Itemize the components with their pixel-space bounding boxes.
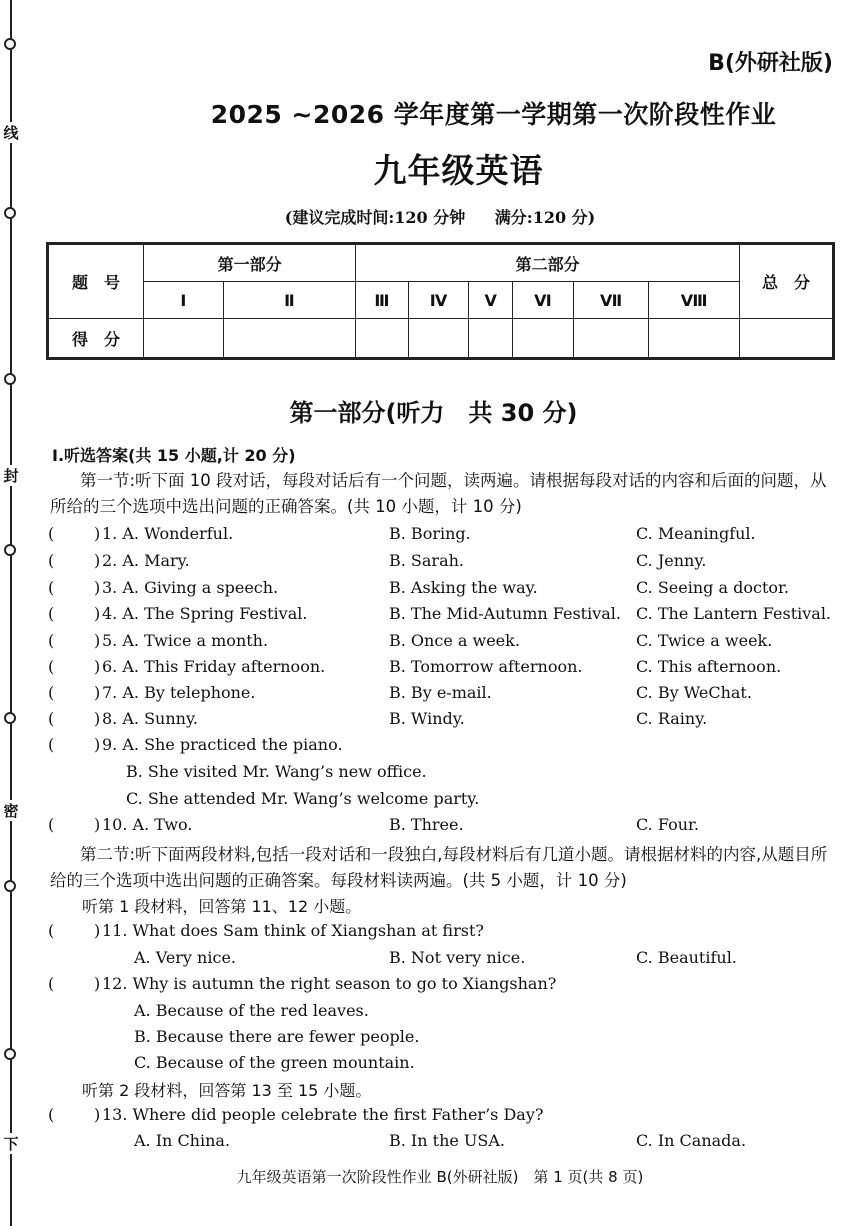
total-label: 总 分 xyxy=(740,244,834,319)
option-c: C. She attended Mr. Wang’s welcome party. xyxy=(126,789,480,808)
score-cell[interactable] xyxy=(223,319,355,359)
option-b: B. Boring. xyxy=(389,524,471,543)
numeral-cell: Ⅴ xyxy=(469,282,513,319)
edition-label: B(外研社版) xyxy=(708,51,833,76)
numeral-cell: Ⅵ xyxy=(513,282,574,319)
score-cell[interactable] xyxy=(573,319,649,359)
option-a: 2. A. Mary. xyxy=(102,551,190,570)
score-cell[interactable] xyxy=(649,319,740,359)
option-b: B. Asking the way. xyxy=(389,578,538,597)
part1-title: 第一部分(听力 共 30 分) xyxy=(289,399,578,427)
option-c: C. This afternoon. xyxy=(636,657,782,676)
binding-char-xia: 下 xyxy=(1,1133,21,1154)
option-c: C. Four. xyxy=(636,815,699,834)
numeral-cell: Ⅳ xyxy=(408,282,469,319)
option-a: 10. A. Two. xyxy=(102,815,193,834)
question-row: ( ) 10. A. Two. B. Three. C. Four. xyxy=(48,815,699,834)
section1-instructions: 第一节:听下面 10 段对话，每段对话后有一个问题，读两遍。请根据每段对话的内容和后面的问题，从所给的三个选项中选出问题的正确答案。(共 10 小题，计 10 分) xyxy=(50,471,827,516)
binding-circle xyxy=(4,38,16,50)
option-b: B. Sarah. xyxy=(389,551,465,570)
question-stem: 12. Why is autumn the right season to go to Xiangshan? xyxy=(102,974,557,993)
option-c: C. Jenny. xyxy=(636,551,707,570)
option-c: C. In Canada. xyxy=(636,1131,747,1150)
question-row: ( ) 3. A. Giving a speech. B. Asking the way. C. Seeing a doctor. xyxy=(48,578,789,597)
binding-circle xyxy=(4,880,16,892)
score-cell[interactable] xyxy=(144,319,224,359)
suggested-time: (建议完成时间:120 分钟 xyxy=(284,208,466,227)
option-b: B. Windy. xyxy=(389,709,465,728)
option-c: C. Meaningful. xyxy=(636,524,756,543)
question-row: ( ) 12. Why is autumn the right season to go to Xiangshan? xyxy=(48,974,557,993)
option-a: 3. A. Giving a speech. xyxy=(102,578,279,597)
option-a: 6. A. This Friday afternoon. xyxy=(102,657,326,676)
option-a: A. Very nice. xyxy=(134,948,236,967)
question-row: ( ) 9. A. She practiced the piano. xyxy=(48,735,343,754)
binding-circle xyxy=(4,1048,16,1060)
option-b: B. Three. xyxy=(389,815,464,834)
option-a: A. Because of the red leaves. xyxy=(134,1001,369,1020)
question-row: ( ) 1. A. Wonderful. B. Boring. C. Meaningful. xyxy=(48,524,756,543)
time-note xyxy=(0,205,867,228)
score-cell[interactable] xyxy=(469,319,513,359)
question-row: ( ) 11. What does Sam think of Xiangshan at first? xyxy=(48,921,484,940)
section2-instructions: 第二节:听下面两段材料,包括一段对话和一段独白,每段材料后有几道小题。请根据材料的内容,从题目所给的三个选项中选出问题的正确答案。每段材料读两遍。(共 5 小题，计 10 分) xyxy=(50,845,828,890)
material-1-lead: 听第 1 段材料，回答第 11、12 小题。 xyxy=(82,897,362,916)
option-c: C. The Lantern Festival. xyxy=(636,604,832,623)
numeral-cell: Ⅲ xyxy=(356,282,409,319)
material-2-lead: 听第 2 段材料，回答第 13 至 15 小题。 xyxy=(82,1081,372,1100)
question-number-label: 题 号 xyxy=(48,244,144,319)
option-b: B. Not very nice. xyxy=(389,948,526,967)
subject-title: 九年级英语 xyxy=(373,151,544,190)
binding-char-feng: 封 xyxy=(1,465,21,486)
option-c: C. Twice a week. xyxy=(636,631,773,650)
option-a: 8. A. Sunny. xyxy=(102,709,198,728)
option-a: 7. A. By telephone. xyxy=(102,683,256,702)
numeral-cell: Ⅱ xyxy=(223,282,355,319)
question-stem: 13. Where did people celebrate the first Father’s Day? xyxy=(102,1105,544,1124)
binding-char-xian: 线 xyxy=(1,122,21,143)
section1-heading: Ⅰ.听选答案(共 15 小题,计 20 分) xyxy=(52,446,296,465)
score-cell[interactable] xyxy=(408,319,469,359)
option-a: 4. A. The Spring Festival. xyxy=(102,604,308,623)
option-c: C. Seeing a doctor. xyxy=(636,578,789,597)
option-b: B. In the USA. xyxy=(389,1131,506,1150)
question-row: ( ) 7. A. By telephone. B. By e-mail. C. By WeChat. xyxy=(48,683,752,702)
score-cell[interactable] xyxy=(513,319,574,359)
numeral-cell: Ⅰ xyxy=(144,282,224,319)
option-c: C. By WeChat. xyxy=(636,683,752,702)
question-row: ( ) 5. A. Twice a month. B. Once a week. C. Twice a week. xyxy=(48,631,773,650)
question-row: ( ) 2. A. Mary. B. Sarah. C. Jenny. xyxy=(48,551,707,570)
option-a: 9. A. She practiced the piano. xyxy=(102,735,343,754)
numeral-cell: Ⅶ xyxy=(573,282,649,319)
full-score: 满分:120 分) xyxy=(494,208,596,227)
option-b: B. She visited Mr. Wang’s new office. xyxy=(126,762,427,781)
question-row: ( ) 8. A. Sunny. B. Windy. C. Rainy. xyxy=(48,709,708,728)
binding-circle xyxy=(4,373,16,385)
score-table xyxy=(46,242,835,360)
question-row: ( ) 4. A. The Spring Festival. B. The Mid-Autumn Festival. C. The Lantern Festival. xyxy=(48,604,832,623)
part2-header: 第二部分 xyxy=(356,244,740,282)
question-row: ( ) 13. Where did people celebrate the first Father’s Day? xyxy=(48,1105,544,1124)
option-b: B. Tomorrow afternoon. xyxy=(389,657,583,676)
score-cell[interactable] xyxy=(356,319,409,359)
numeral-cell: Ⅷ xyxy=(649,282,740,319)
option-c: C. Beautiful. xyxy=(636,948,737,967)
option-a: A. In China. xyxy=(134,1131,231,1150)
option-a: 1. A. Wonderful. xyxy=(102,524,234,543)
binding-char-mi: 密 xyxy=(1,800,21,821)
option-c: C. Because of the green mountain. xyxy=(134,1053,415,1072)
option-b: B. By e-mail. xyxy=(389,683,492,702)
option-b: B. Because there are fewer people. xyxy=(134,1027,420,1046)
option-b: B. Once a week. xyxy=(389,631,520,650)
question-row: ( ) 6. A. This Friday afternoon. B. Tomorrow afternoon. C. This afternoon. xyxy=(48,657,782,676)
question-stem: 11. What does Sam think of Xiangshan at first? xyxy=(102,921,484,940)
page-title: 2025 ~2026 学年度第一学期第一次阶段性作业 xyxy=(210,100,777,129)
part1-header: 第一部分 xyxy=(144,244,356,282)
option-a: 5. A. Twice a month. xyxy=(102,631,269,650)
option-c: C. Rainy. xyxy=(636,709,708,728)
page-footer: 九年级英语第一次阶段性作业 B(外研社版) 第 1 页(共 8 页) xyxy=(236,1168,644,1186)
option-b: B. The Mid-Autumn Festival. xyxy=(389,604,621,623)
total-score-cell[interactable] xyxy=(740,319,834,359)
score-label: 得 分 xyxy=(48,319,144,359)
